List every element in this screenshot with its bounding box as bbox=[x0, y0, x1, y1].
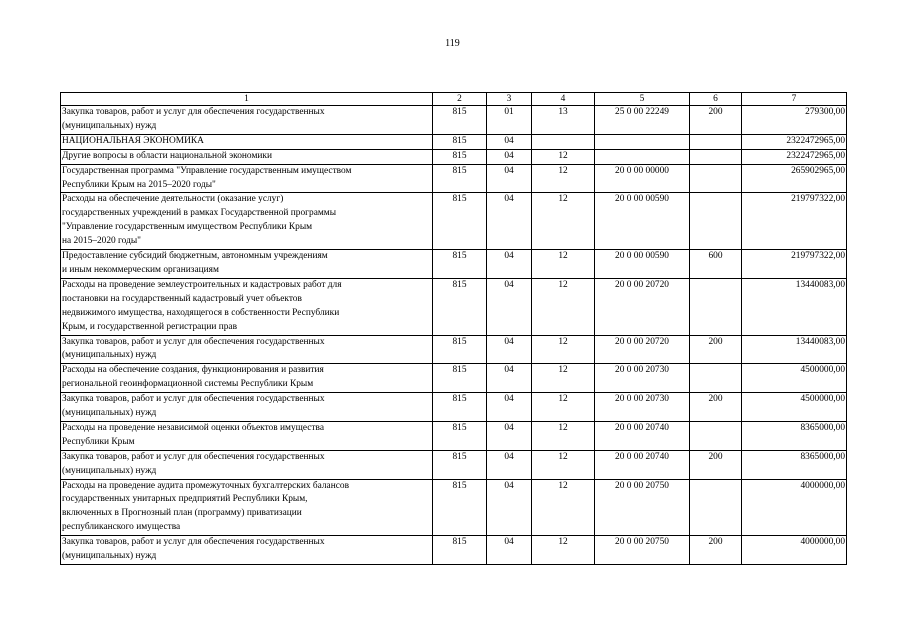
ministry-code-cell: 815 bbox=[433, 250, 487, 279]
ministry-code-cell: 815 bbox=[433, 450, 487, 479]
target-article-cell bbox=[595, 134, 690, 149]
subsection-code-cell: 12 bbox=[532, 479, 595, 536]
table-row bbox=[61, 536, 847, 565]
ministry-code-cell: 815 bbox=[433, 335, 487, 364]
expense-type-cell: 200 bbox=[690, 106, 742, 135]
expense-name-cell: Закупка товаров, работ и услуг для обеспечения государственных (муниципальных) нужд bbox=[61, 393, 433, 422]
table-row bbox=[61, 164, 847, 193]
target-article-cell: 20 0 00 20730 bbox=[595, 393, 690, 422]
subsection-code-cell: 12 bbox=[532, 164, 595, 193]
ministry-code-cell: 815 bbox=[433, 536, 487, 565]
table-row bbox=[61, 479, 847, 536]
subsection-code-cell: 12 bbox=[532, 335, 595, 364]
expense-name-cell: Закупка товаров, работ и услуг для обеспечения государственных (муниципальных) нужд bbox=[61, 335, 433, 364]
amount-cell: 8365000,00 bbox=[742, 450, 847, 479]
section-code-cell: 04 bbox=[487, 421, 532, 450]
target-article-cell: 20 0 00 20740 bbox=[595, 450, 690, 479]
expense-name-cell: Предоставление субсидий бюджетным, автономным учреждениям и иным некоммерческим организациям bbox=[61, 250, 433, 279]
section-code-cell: 04 bbox=[487, 450, 532, 479]
expense-type-cell bbox=[690, 278, 742, 335]
expense-type-cell bbox=[690, 193, 742, 250]
subsection-code-cell: 13 bbox=[532, 106, 595, 135]
column-header: 1 bbox=[61, 93, 433, 106]
target-article-cell: 20 0 00 00000 bbox=[595, 164, 690, 193]
expense-type-cell: 600 bbox=[690, 250, 742, 279]
target-article-cell: 20 0 00 00590 bbox=[595, 193, 690, 250]
amount-cell: 2322472965,00 bbox=[742, 134, 847, 149]
subsection-code-cell: 12 bbox=[532, 193, 595, 250]
expense-type-cell bbox=[690, 164, 742, 193]
section-code-cell: 04 bbox=[487, 335, 532, 364]
ministry-code-cell: 815 bbox=[433, 134, 487, 149]
section-code-cell: 04 bbox=[487, 164, 532, 193]
expense-name-cell: Расходы на проведение независимой оценки объектов имущества Республики Крым bbox=[61, 421, 433, 450]
table-row bbox=[61, 250, 847, 279]
column-header: 6 bbox=[690, 93, 742, 106]
table-row bbox=[61, 106, 847, 135]
page-number: 119 bbox=[445, 38, 460, 49]
target-article-cell: 20 0 00 20730 bbox=[595, 364, 690, 393]
ministry-code-cell: 815 bbox=[433, 364, 487, 393]
table-row bbox=[61, 149, 847, 164]
ministry-code-cell: 815 bbox=[433, 164, 487, 193]
table-row bbox=[61, 421, 847, 450]
table-row bbox=[61, 393, 847, 422]
ministry-code-cell: 815 bbox=[433, 479, 487, 536]
expense-type-cell bbox=[690, 421, 742, 450]
column-header: 3 bbox=[487, 93, 532, 106]
expense-name-cell: Расходы на обеспечение создания, функционирования и развития региональной геоинформационной системы Республики Крым bbox=[61, 364, 433, 393]
ministry-code-cell: 815 bbox=[433, 393, 487, 422]
amount-cell: 4000000,00 bbox=[742, 536, 847, 565]
section-code-cell: 04 bbox=[487, 479, 532, 536]
column-header: 5 bbox=[595, 93, 690, 106]
section-code-cell: 04 bbox=[487, 364, 532, 393]
subsection-code-cell: 12 bbox=[532, 450, 595, 479]
target-article-cell: 20 0 00 20740 bbox=[595, 421, 690, 450]
expense-name-cell: Закупка товаров, работ и услуг для обеспечения государственных (муниципальных) нужд bbox=[61, 536, 433, 565]
amount-cell: 13440083,00 bbox=[742, 278, 847, 335]
table-row bbox=[61, 364, 847, 393]
section-code-cell: 04 bbox=[487, 278, 532, 335]
ministry-code-cell: 815 bbox=[433, 278, 487, 335]
subsection-code-cell: 12 bbox=[532, 536, 595, 565]
amount-cell: 219797322,00 bbox=[742, 193, 847, 250]
table-row bbox=[61, 193, 847, 250]
amount-cell: 4500000,00 bbox=[742, 393, 847, 422]
section-code-cell: 04 bbox=[487, 393, 532, 422]
section-code-cell: 04 bbox=[487, 134, 532, 149]
target-article-cell: 20 0 00 00590 bbox=[595, 250, 690, 279]
amount-cell: 265902965,00 bbox=[742, 164, 847, 193]
ministry-code-cell: 815 bbox=[433, 106, 487, 135]
target-article-cell bbox=[595, 149, 690, 164]
amount-cell: 279300,00 bbox=[742, 106, 847, 135]
target-article-cell: 20 0 00 20750 bbox=[595, 536, 690, 565]
subsection-code-cell: 12 bbox=[532, 364, 595, 393]
amount-cell: 219797322,00 bbox=[742, 250, 847, 279]
expense-type-cell bbox=[690, 479, 742, 536]
table-body bbox=[61, 106, 847, 565]
expense-name-cell: Расходы на проведение землеустроительных и кадастровых работ для постановки на государственный кадастровый учет объектов недвижимого имущества, находящегося в собственности Республики Крым, и государственной регистрации прав bbox=[61, 278, 433, 335]
target-article-cell: 20 0 00 20720 bbox=[595, 278, 690, 335]
section-code-cell: 04 bbox=[487, 149, 532, 164]
column-header: 7 bbox=[742, 93, 847, 106]
ministry-code-cell: 815 bbox=[433, 421, 487, 450]
target-article-cell: 20 0 00 20750 bbox=[595, 479, 690, 536]
expense-name-cell: Закупка товаров, работ и услуг для обеспечения государственных (муниципальных) нужд bbox=[61, 450, 433, 479]
subsection-code-cell: 12 bbox=[532, 278, 595, 335]
subsection-code-cell: 12 bbox=[532, 149, 595, 164]
amount-cell: 4500000,00 bbox=[742, 364, 847, 393]
expense-type-cell: 200 bbox=[690, 536, 742, 565]
expense-type-cell: 200 bbox=[690, 393, 742, 422]
column-header: 4 bbox=[532, 93, 595, 106]
table-row bbox=[61, 134, 847, 149]
section-code-cell: 04 bbox=[487, 193, 532, 250]
expense-type-cell: 200 bbox=[690, 335, 742, 364]
amount-cell: 2322472965,00 bbox=[742, 149, 847, 164]
table-row bbox=[61, 335, 847, 364]
section-code-cell: 04 bbox=[487, 250, 532, 279]
expense-name-cell: Закупка товаров, работ и услуг для обеспечения государственных (муниципальных) нужд bbox=[61, 106, 433, 135]
subsection-code-cell bbox=[532, 134, 595, 149]
section-code-cell: 01 bbox=[487, 106, 532, 135]
expense-name-cell: НАЦИОНАЛЬНАЯ ЭКОНОМИКА bbox=[61, 134, 433, 149]
target-article-cell: 25 0 00 22249 bbox=[595, 106, 690, 135]
table-row bbox=[61, 278, 847, 335]
table-row bbox=[61, 450, 847, 479]
budget-table bbox=[60, 92, 847, 565]
expense-name-cell: Другие вопросы в области национальной экономики bbox=[61, 149, 433, 164]
section-code-cell: 04 bbox=[487, 536, 532, 565]
expense-name-cell: Расходы на проведение аудита промежуточных бухгалтерских балансов государственных унитарных предприятий Республики Крым, включенных в Прогнозный план (программу) приватизации республиканского имущества bbox=[61, 479, 433, 536]
column-header: 2 bbox=[433, 93, 487, 106]
subsection-code-cell: 12 bbox=[532, 421, 595, 450]
ministry-code-cell: 815 bbox=[433, 193, 487, 250]
expense-name-cell: Государственная программа "Управление государственным имуществом Республики Крым на 2015–2020 годы" bbox=[61, 164, 433, 193]
target-article-cell: 20 0 00 20720 bbox=[595, 335, 690, 364]
subsection-code-cell: 12 bbox=[532, 250, 595, 279]
expense-name-cell: Расходы на обеспечение деятельности (оказание услуг) государственных учреждений в рамках Государственной программы "Управление государственным имуществом Республики Крым на 2015–2020 годы" bbox=[61, 193, 433, 250]
ministry-code-cell: 815 bbox=[433, 149, 487, 164]
expense-type-cell bbox=[690, 149, 742, 164]
expense-type-cell: 200 bbox=[690, 450, 742, 479]
amount-cell: 4000000,00 bbox=[742, 479, 847, 536]
table-header-row bbox=[61, 93, 847, 106]
expense-type-cell bbox=[690, 364, 742, 393]
expense-type-cell bbox=[690, 134, 742, 149]
amount-cell: 8365000,00 bbox=[742, 421, 847, 450]
subsection-code-cell: 12 bbox=[532, 393, 595, 422]
amount-cell: 13440083,00 bbox=[742, 335, 847, 364]
